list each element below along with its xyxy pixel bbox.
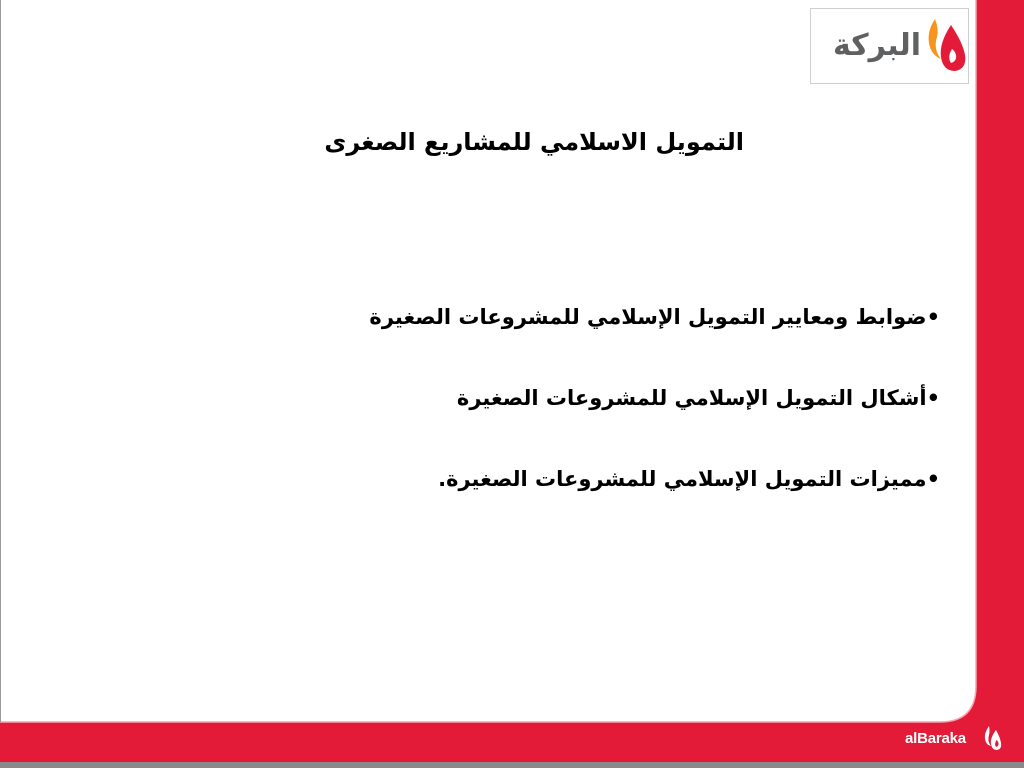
bullet-text: ضوابط ومعايير التمويل الإسلامي للمشروعات الصغيرة [369,305,927,329]
left-edge-line [0,0,1,722]
albaraka-logo [810,8,969,84]
bullet-text: مميزات التمويل الإسلامي للمشروعات الصغيرة. [438,467,927,491]
footer-mark-inner [991,730,1001,750]
bullet-list [300,296,940,539]
footer-brand [905,724,1005,758]
albaraka-mark-icon [983,724,1003,752]
bullet-mark: • [926,467,940,491]
bullet-item [300,458,940,500]
bottom-strip [0,762,1024,768]
bullet-mark: • [926,305,940,329]
slide-title: التمويل الاسلامي للمشاريع الصغرى [324,128,744,156]
footer-brand-text: alBaraka [905,730,966,747]
footer-mark-outer [985,726,991,746]
logo-red-drop [941,25,966,71]
bullet-item [300,296,940,338]
logo-arabic-text: البركة [832,28,922,63]
bullet-text: أشكال التمويل الإسلامي للمشروعات الصغيرة [456,386,927,410]
bullet-item [300,377,940,419]
bullet-mark: • [926,386,940,410]
